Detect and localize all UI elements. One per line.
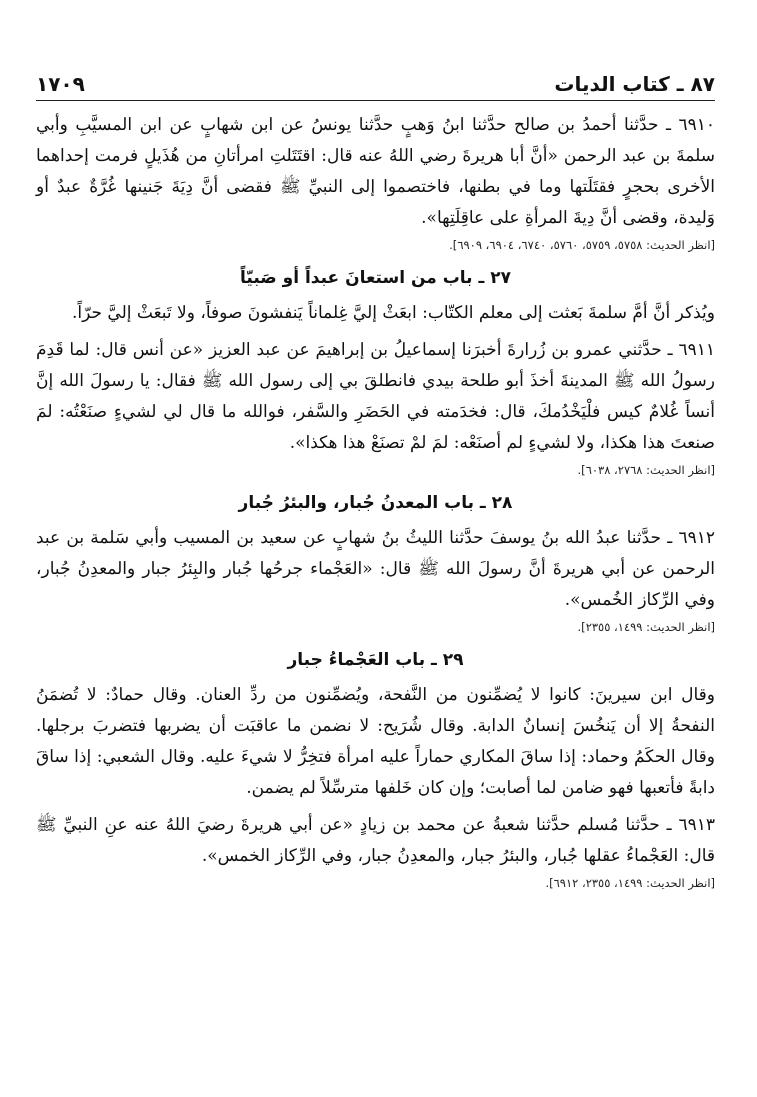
chapter-27-intro: ويُذكر أنَّ أمَّ سلمةَ بَعثت إلى معلم الكتّاب: ابعَثْ إليَّ غِلماناً يَنفشونَ صوفاً، ولا تَبعَثْ إليَّ حرّاً.: [72, 303, 715, 323]
page-number: ١٧٠٩: [36, 72, 85, 96]
running-title: ٨٧ ـ كتاب الديات: [554, 72, 715, 96]
chapter-29-heading: ٢٩ ـ باب العَجْماءُ جبار: [287, 650, 464, 670]
hadith-6910-reference: [انظر الحديث: ٥٧٥٨، ٥٧٥٩، ٥٧٦٠، ٦٧٤٠، ٦٩٠٤، ٦٩٠٩].: [449, 238, 715, 252]
hadith-6913-reference: [انظر الحديث: ١٤٩٩، ٢٣٥٥، ٦٩١٢].: [545, 876, 715, 890]
hadith-6913-text: ٦٩١٣ ـ حدَّثنا مُسلم حدَّثنا شعبةُ عن محمد بن زيادٍ «عن أبي هريرةَ رضيَ اللهُ عنه عنِ النبيِّ ﷺ قال: العَجْماءُ عقلها جُبار، والبئرُ جبار، والمعدِنُ جبار، وفي الرِّكاز الخمس».: [36, 815, 715, 866]
chapter-29-intro: وقال ابن سيرينَ: كانوا لا يُضمِّنون من النَّفحة، ويُضمِّنون من ردِّ العنان. وقال حمادٌ: لا تُضمَنُ النفحةُ إلا أن يَنخُسَ إنسانٌ الدابة. وقال شُرَيح: لا نضمن ما عاقبَت أن يضربها فتضربَ برجلها. وقال الحكَمُ وحماد: إذا ساقَ المكاري حماراً عليه امرأة فتخِرُّ لا شيءَ عليه. وقال الشعبي: إذا ساقَ دابةً فأتعبها فهو ضامن لما أصابت؛ وإن كان خَلفها مترسِّلاً لم يضمن.: [36, 685, 715, 798]
hadith-6912-reference: [انظر الحديث: ١٤٩٩، ٢٣٥٥].: [577, 620, 715, 634]
hadith-6911-reference: [انظر الحديث: ٢٧٦٨، ٦٠٣٨].: [577, 463, 715, 477]
chapter-28-heading: ٢٨ ـ باب المعدنُ جُبار، والبئرُ جُبار: [238, 493, 513, 513]
chapter-27-heading: ٢٧ ـ باب من استعانَ عبداً أو صَبيّاً: [240, 268, 511, 288]
hadith-6910-text: ٦٩١٠ ـ حدَّثنا أحمدُ بن صالح حدَّثنا ابنُ وَهبٍ حدَّثنا يونسُ عن ابن شهابٍ عن ابن المسيَّبِ وأبي سلمةَ بن عبد الرحمن «أنَّ أبا هريرةَ رضي اللهُ عنه قال: اقتَتَلتِ امرأتانِ من هُذَيلٍ فرمت إحداهما الأخرى بحجرٍ فقتَلَتها وما في بطنها، فاختصموا إلى النبيِّ ﷺ فقضى أنَّ دِيَةَ جَنينها غُرَّةٌ عبدٌ أو وَليدة، وقضى أنَّ دِيةَ المرأةِ على عاقِلَتِها».: [36, 115, 715, 228]
page-header: [36, 58, 715, 101]
hadith-6911-text: ٦٩١١ ـ حدَّثني عمرو بن زُرارةَ أخبرَنا إسماعيلُ بن إبراهيمَ عن عبد العزيز «عن أنس قال: لما قَدِمَ رسولُ الله ﷺ المدينةَ أخذَ أبو طلحة بيدي فانطلقَ بي إلى رسول الله ﷺ فقال: يا رسولَ الله إنَّ أنساً غُلامٌ كيس فلْيَخْدُمكَ، قال: فخدَمته في الحَضَرِ والسَّفر، فوالله ما قال لي لشيءٍ صنَعْتُه: لمَ صنعتَ هذا هكذا، ولا لشيءٍ لم أصنَعْه: لمَ لمْ تصنَعْ هذا هكذا».: [36, 340, 715, 453]
page-content: [36, 110, 715, 892]
hadith-6912-text: ٦٩١٢ ـ حدَّثنا عبدُ الله بنُ يوسفَ حدَّثنا الليثُ بنُ شهابٍ عن سعيد بن المسيب وأبي سَلمة بن عبد الرحمن عن أبي هريرةَ أنَّ رسولَ الله ﷺ قال: «العَجْماء جرحُها جُبار والبِئرُ جبار والمعدِنُ جُبار، وفي الرِّكاز الخُمس».: [36, 528, 715, 610]
